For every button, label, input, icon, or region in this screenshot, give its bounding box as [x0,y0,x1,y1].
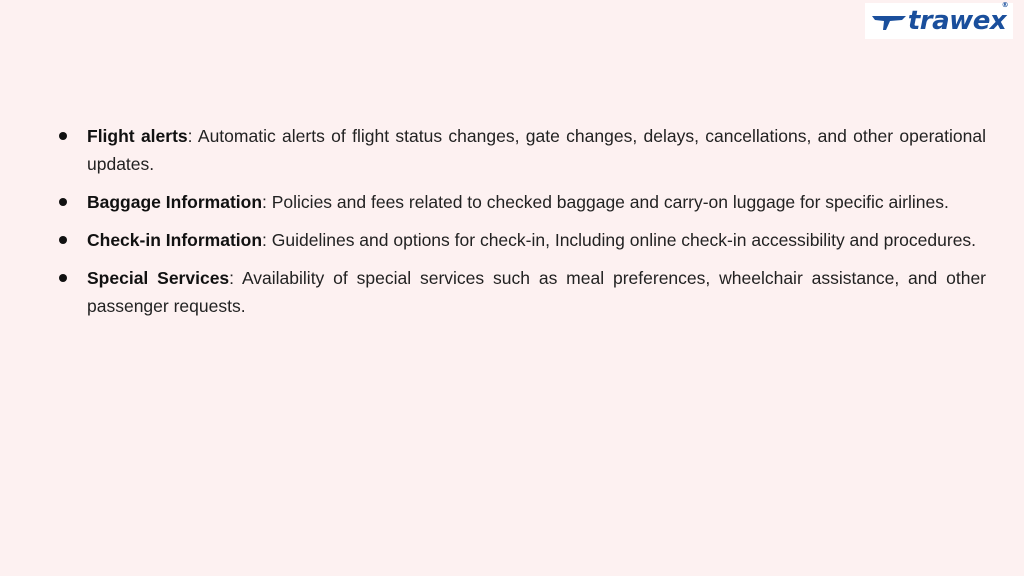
list-item-special-services [56,264,986,320]
item-separator: : [262,230,267,250]
item-term: Flight alerts [87,126,188,146]
item-separator: : [187,126,193,146]
bullet-icon [59,132,67,140]
bullet-icon [59,198,67,206]
list-item-flight-alerts [56,122,986,178]
item-term: Check-in Information [87,230,263,250]
item-description: Availability of special services such as meal preferences, wheelchair assistance, and other passenger requests. [87,268,986,316]
content-area [56,122,986,330]
item-description: Guidelines and options for check-in, Including online check-in accessibility and procedures. [266,230,977,250]
item-description: Policies and fees related to checked baggage and carry-on luggage for specific airlines. [266,192,949,212]
item-term: Baggage Information [87,192,263,212]
bullet-icon [59,236,67,244]
bullet-list [56,122,986,320]
item-description: Automatic alerts of flight status changes, gate changes, delays, cancellations, and other operational updates. [87,126,986,174]
trawex-logo [865,3,1013,39]
list-item-check-in-information [56,226,986,254]
item-separator: : [262,192,267,212]
item-separator: : [229,268,235,288]
registered-mark: ® [1001,1,1009,9]
item-term: Special Services [87,268,230,288]
list-item-baggage-information [56,188,986,216]
plane-arrow-icon [872,13,906,31]
bullet-icon [59,274,67,282]
logo-brand-text: trawex ® [907,1,1009,36]
